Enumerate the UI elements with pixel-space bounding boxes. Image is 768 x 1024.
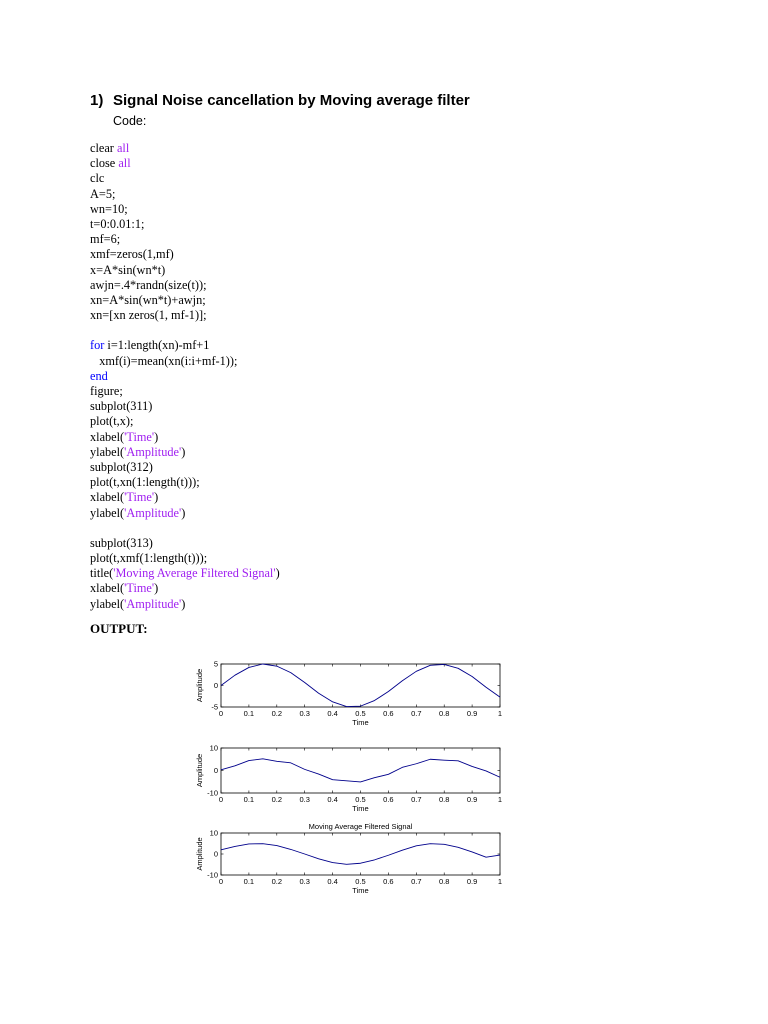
code-string: 'Time' [124, 490, 155, 505]
code-line [90, 263, 690, 278]
code-line [90, 521, 690, 536]
subplot-1 [195, 660, 502, 728]
code-line [90, 430, 690, 445]
x-tick-label: 0.8 [438, 709, 450, 718]
x-tick-label: 0.2 [271, 877, 283, 886]
y-tick-label: 5 [213, 659, 218, 669]
code-line [90, 506, 690, 521]
code-line [90, 566, 690, 581]
x-axis-label: Time [352, 886, 369, 895]
plot-area [221, 833, 500, 875]
code-line [90, 323, 690, 338]
code-text: awjn=.4*randn(size(t)); [90, 277, 207, 292]
code-keyword: for [90, 338, 105, 353]
code-text: ) [154, 581, 159, 596]
code-text: clear [90, 141, 117, 155]
x-tick-label: 0.6 [383, 709, 394, 718]
code-line [90, 414, 690, 429]
y-axis-label: Amplitude [195, 837, 204, 871]
x-tick-label: 0.6 [383, 795, 394, 804]
plot-area [221, 664, 500, 707]
x-tick-label: 0.5 [355, 709, 366, 718]
code-line [90, 247, 690, 262]
code-text: xlabel( [90, 429, 125, 444]
x-tick-label: 1 [497, 795, 503, 804]
code-line [90, 293, 690, 308]
code-string: 'Moving Average Filtered Signal' [113, 566, 276, 581]
code-text: xmf(i)=mean(xn(i:i+mf-1)); [90, 353, 238, 368]
code-string: 'Amplitude' [124, 444, 182, 459]
code-text: ) [275, 566, 280, 581]
code-line [90, 141, 690, 156]
code-text: ) [154, 490, 159, 505]
section-heading [90, 92, 470, 109]
x-axis-label: Time [352, 718, 369, 727]
code-line [90, 308, 690, 323]
code-line [90, 597, 690, 612]
x-tick-label: 0 [218, 877, 224, 886]
code-line [90, 384, 690, 399]
code-line [90, 202, 690, 217]
code-line [90, 581, 690, 596]
code-text: t=0:0.01:1; [90, 216, 145, 231]
y-axis-label: Amplitude [195, 753, 204, 788]
code-text: ) [154, 429, 159, 444]
code-text: ) [181, 505, 186, 520]
code-text: wn=10; [90, 201, 128, 216]
x-tick-label: 0 [218, 709, 224, 718]
code-string: all [116, 141, 130, 155]
code-line [90, 490, 690, 505]
plot-area [221, 748, 500, 793]
code-keyword: end [90, 368, 108, 383]
x-tick-label: 0.1 [243, 795, 255, 804]
x-tick-label: 0.1 [243, 709, 255, 718]
code-line [90, 217, 690, 232]
x-tick-label: 0.8 [438, 795, 450, 804]
code-line [90, 232, 690, 247]
code-string: 'Time' [124, 581, 155, 596]
code-block [90, 141, 690, 612]
x-tick-label: 0.5 [355, 877, 366, 886]
output-figure [188, 654, 518, 904]
code-text: xlabel( [90, 490, 125, 505]
code-string: 'Amplitude' [124, 505, 182, 520]
code-text: mf=6; [90, 232, 121, 247]
x-tick-label: 0.4 [327, 795, 338, 804]
code-line [90, 278, 690, 293]
x-tick-label: 0.6 [383, 877, 394, 886]
code-text: subplot(312) [90, 459, 153, 474]
code-text: plot(t,xn(1:length(t))); [90, 475, 200, 490]
x-tick-label: 0.4 [327, 877, 338, 886]
code-line [90, 551, 690, 566]
chart-title: Moving Average Filtered Signal [308, 822, 413, 831]
y-tick-label: -10 [207, 870, 218, 880]
y-tick-label: 10 [209, 828, 218, 838]
y-tick-label: 10 [209, 743, 218, 753]
code-line [90, 338, 690, 353]
x-tick-label: 1 [497, 877, 503, 886]
x-tick-label: 0.3 [299, 709, 310, 718]
y-tick-label: 0 [213, 849, 218, 859]
x-tick-label: 0.7 [411, 709, 422, 718]
code-text: A=5; [90, 186, 116, 201]
code-text: xlabel( [90, 581, 125, 596]
y-tick-label: 0 [213, 766, 218, 775]
x-tick-label: 0.8 [438, 877, 450, 886]
code-text: ylabel( [90, 596, 125, 611]
code-text: xn=[xn zeros(1, mf-1)]; [90, 308, 207, 323]
code-text: plot(t,xmf(1:length(t))); [90, 551, 208, 566]
code-line [90, 460, 690, 475]
code-string: all [118, 156, 131, 171]
x-tick-label: 0.9 [466, 795, 478, 804]
x-axis-label: Time [352, 804, 369, 813]
code-line [90, 156, 690, 171]
code-line [90, 475, 690, 490]
code-text: x=A*sin(wn*t) [90, 262, 166, 277]
output-label: OUTPUT: [90, 621, 148, 636]
code-line [90, 187, 690, 202]
x-tick-label: 0.9 [466, 709, 478, 718]
subplot-2 [195, 744, 502, 814]
code-line [90, 369, 690, 384]
x-tick-label: 0.3 [299, 877, 310, 886]
section-title: Signal Noise cancellation by Moving average filter [113, 92, 470, 109]
code-string: 'Amplitude' [124, 596, 182, 611]
code-text: ) [181, 444, 186, 459]
y-tick-label: 0 [213, 681, 218, 690]
x-tick-label: 0.5 [355, 795, 366, 804]
subplot-3 [195, 822, 502, 895]
code-string: 'Time' [124, 429, 155, 444]
x-tick-label: 0 [218, 795, 224, 804]
code-text: xn=A*sin(wn*t)+awjn; [90, 292, 206, 307]
y-axis-label: Amplitude [195, 668, 204, 703]
x-tick-label: 0.4 [327, 709, 338, 718]
code-text: i=1:length(xn)-mf+1 [104, 338, 210, 353]
code-line [90, 536, 690, 551]
x-tick-label: 0.7 [411, 795, 422, 804]
x-tick-label: 0.7 [411, 877, 422, 886]
code-text: close [90, 156, 119, 171]
x-tick-label: 0.3 [299, 795, 310, 804]
code-text: ) [181, 596, 186, 611]
y-tick-label: -10 [207, 788, 218, 798]
code-text: xmf=zeros(1,mf) [90, 247, 174, 262]
code-text: title( [90, 566, 114, 581]
code-text: figure; [90, 384, 123, 398]
y-tick-label: -5 [211, 702, 218, 712]
code-label: Code: [113, 114, 147, 128]
code-line [90, 445, 690, 460]
code-text: ylabel( [90, 505, 125, 520]
x-tick-label: 0.2 [271, 709, 283, 718]
x-tick-label: 0.2 [271, 795, 283, 804]
code-text: plot(t,x); [90, 414, 134, 429]
x-tick-label: 1 [497, 709, 503, 718]
x-tick-label: 0.1 [243, 877, 255, 886]
code-text: subplot(311) [90, 399, 153, 414]
code-line [90, 399, 690, 414]
code-text: subplot(313) [90, 535, 153, 550]
section-number: 1) [90, 92, 104, 109]
code-text: clc [90, 171, 105, 186]
x-tick-label: 0.9 [466, 877, 478, 886]
code-line [90, 171, 690, 186]
code-text: ylabel( [90, 444, 125, 459]
code-line [90, 354, 690, 369]
